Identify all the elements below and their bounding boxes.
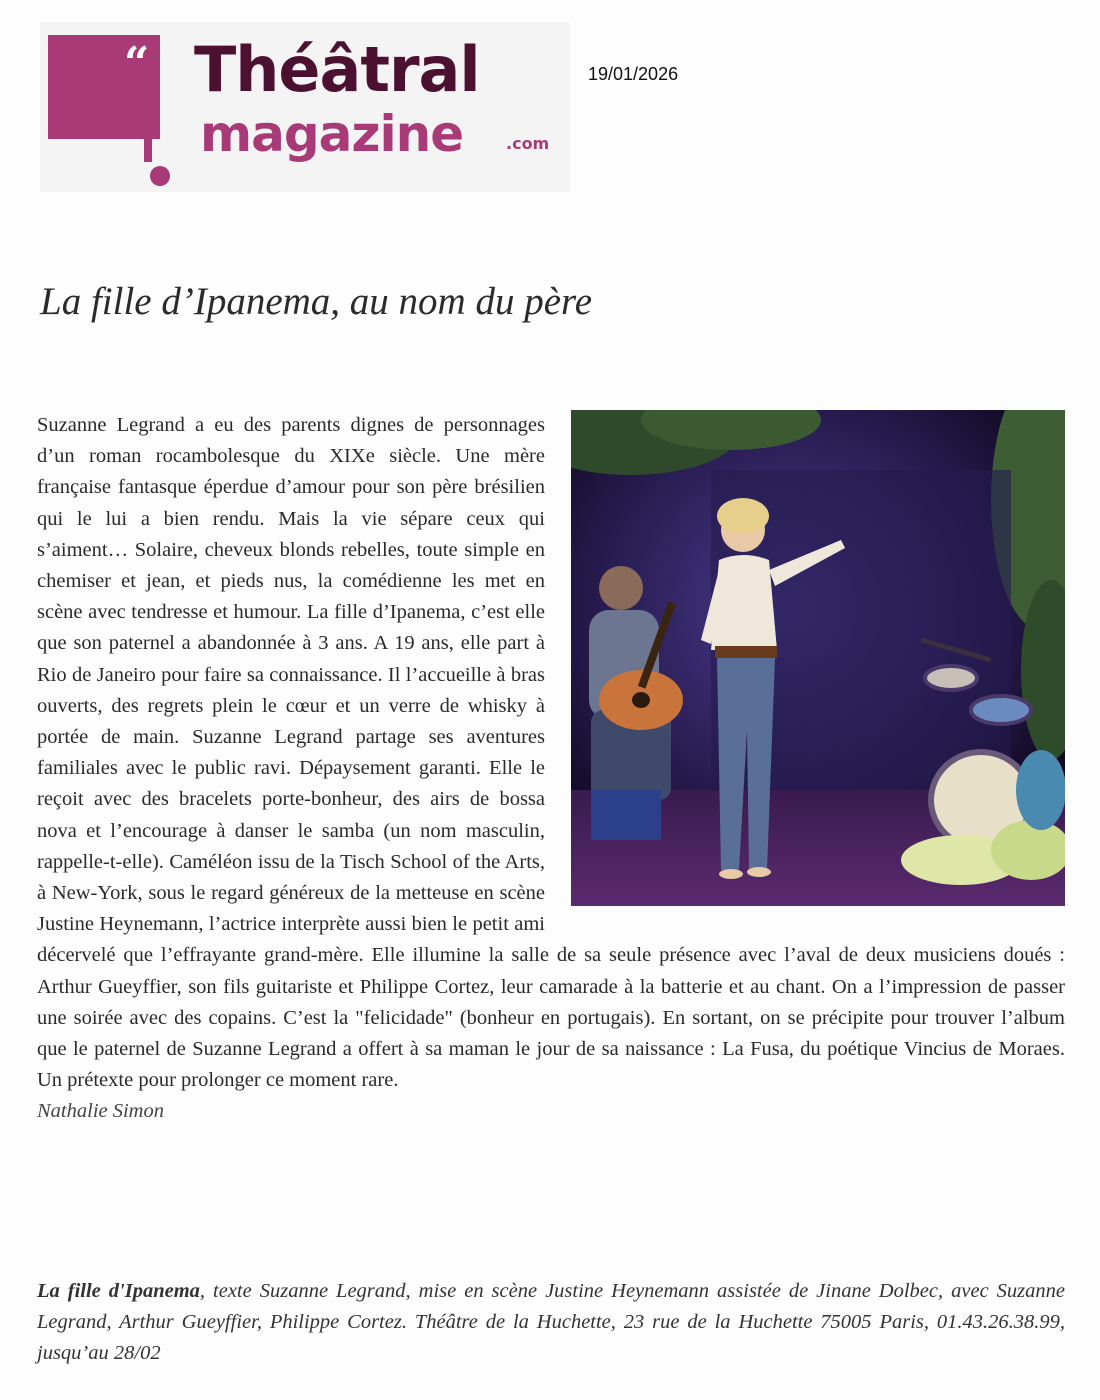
article-author: Nathalie Simon xyxy=(37,1100,164,1123)
article-body xyxy=(37,410,1065,1128)
stage-photo xyxy=(571,410,1065,906)
publication-date: 19/01/2026 xyxy=(588,64,679,84)
show-credits xyxy=(37,1276,1065,1370)
theatral-magazine-logo[interactable] xyxy=(40,22,570,192)
logo-word-theatral: Théâtral xyxy=(194,33,480,106)
logo-domain-suffix: .com xyxy=(506,134,550,153)
article-title: La fille d’Ipanema, au nom du père xyxy=(40,280,593,323)
stage-photo-illustration xyxy=(571,410,1065,906)
speech-bubble-dot xyxy=(150,166,170,186)
credits-details: , texte Suzanne Legrand, mise en scène Justine Heynemann assistée de Jinane Dolbec, avec Suzanne Legrand, Arthur Gueyffier, Philippe Cortez. Théâtre de la Huchette, 23 rue de la Huchette 75005 Paris, 01.43.26.38.99, jusqu’au 28/02 xyxy=(37,1280,1066,1365)
article-paragraph: Suzanne Legrand a eu des parents dignes de personnages d’un roman rocambolesque du XIXe siècle. Une mère française fantasque éperdue d’amour pour son père brésilien qui le lui a bien rendu. Mais la vie sépare ceux qui s’aiment… Solaire, cheveux blonds rebelles, toute simple en chemiser et jean, et pieds nus, la comédienne les met en scène avec tendresse et humour. La fille d’Ipanema, c’est elle que son paternel a abandonnée à 3 ans. A 19 ans, elle part à Rio de Janeiro pour faire sa connaissance. Il l’accueille à bras ouverts, des regrets plein le cœur et un verre de whisky à portée de main. Suzanne Legrand partage ses aventures familiales avec le public ravi. Dépaysement garanti. Elle le reçoit avec des bracelets porte-bonheur, des airs de bossa nova et l’encourage à danser le samba (un nom masculin, rappelle-t-elle). Caméléon issu de la Tisch School of the Arts, à New-York, sous le regard généreux de la metteuse en scène Justine Heynemann, l’actrice interprète aussi bien le petit ami décervelé que l’effrayante grand-mère. Elle illumine la salle de sa seule présence avec l’aval de deux musiciens doués : Arthur Gueyffier, son fils guitariste et Philippe Cortez, leur camarade à la batterie et au chant. On a l’impression de passer une soirée avec des copains. C’est la "felicidade" (bonheur en portugais). En sortant, on se précipite pour trouver l’album que le paternel de Suzanne Legrand a offert à sa maman le jour de sa naissance : La Fusa, du poétique Vincius de Moraes. Un prétexte pour prolonger ce moment rare. xyxy=(37,414,1065,1092)
credits-show-title: La fille d'Ipanema xyxy=(37,1280,200,1302)
quote-mark-icon: “ xyxy=(124,38,150,89)
speech-bubble-tail xyxy=(144,132,152,162)
logo-word-magazine: magazine xyxy=(200,105,464,163)
